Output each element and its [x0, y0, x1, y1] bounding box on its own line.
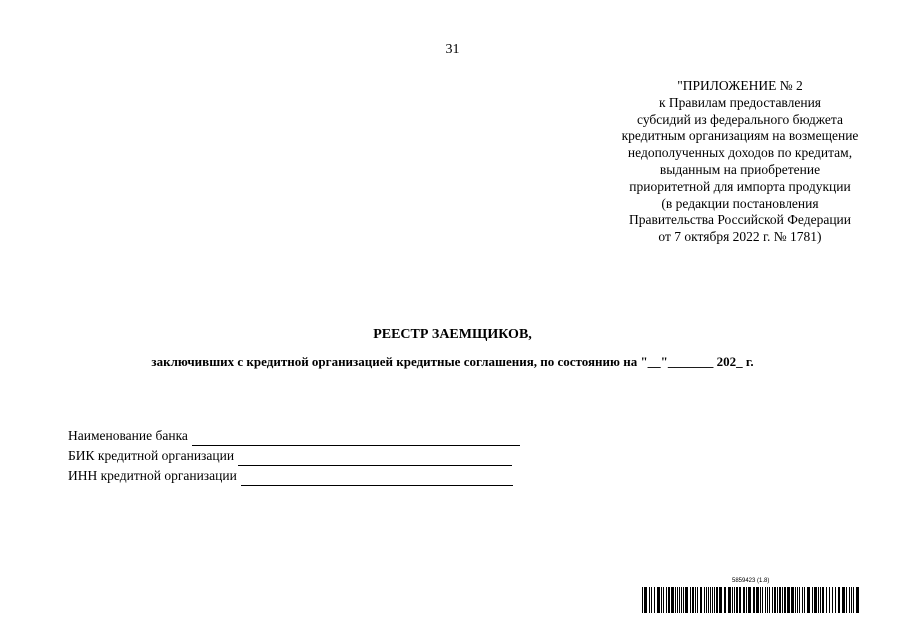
- inn-label: ИНН кредитной организации: [68, 468, 237, 483]
- bank-details-fields: [68, 426, 520, 486]
- bik-label: БИК кредитной организации: [68, 448, 235, 463]
- page-number: 31: [445, 42, 460, 57]
- bik-field: [68, 446, 520, 466]
- appendix-line: выданным на приобретение: [659, 161, 821, 177]
- appendix-line: субсидий из федерального бюджета: [637, 111, 843, 127]
- bank-name-field: [68, 426, 520, 446]
- appendix-line: Правительства Российской Федерации: [629, 212, 851, 228]
- barcode: [642, 578, 860, 614]
- document-title: РЕЕСТР ЗАЕМЩИКОВ,: [373, 327, 532, 342]
- appendix-line: "ПРИЛОЖЕНИЕ № 2: [677, 78, 803, 93]
- appendix-line: от 7 октября 2022 г. № 1781): [658, 229, 822, 245]
- appendix-line: (в редакции постановления: [661, 195, 819, 211]
- bik-blank-line: [238, 451, 512, 466]
- document-subtitle: заключивших с кредитной организацией кредитные соглашения, по состоянию на "__"_______ 202_ г.: [151, 354, 754, 369]
- barcode-number: 5859423 (1.8): [732, 578, 770, 584]
- inn-field: [68, 466, 520, 486]
- appendix-header: [560, 78, 905, 246]
- appendix-line: кредитным организациям на возмещение: [621, 128, 859, 144]
- inn-blank-line: [241, 471, 513, 486]
- appendix-line: приоритетной для импорта продукции: [629, 178, 851, 194]
- bank-name-blank-line: [192, 431, 520, 446]
- bank-name-label: Наименование банка: [68, 428, 188, 443]
- appendix-line: недополученных доходов по кредитам,: [627, 145, 853, 161]
- appendix-line: к Правилам предоставления: [658, 94, 822, 110]
- barcode-icon: [642, 587, 860, 613]
